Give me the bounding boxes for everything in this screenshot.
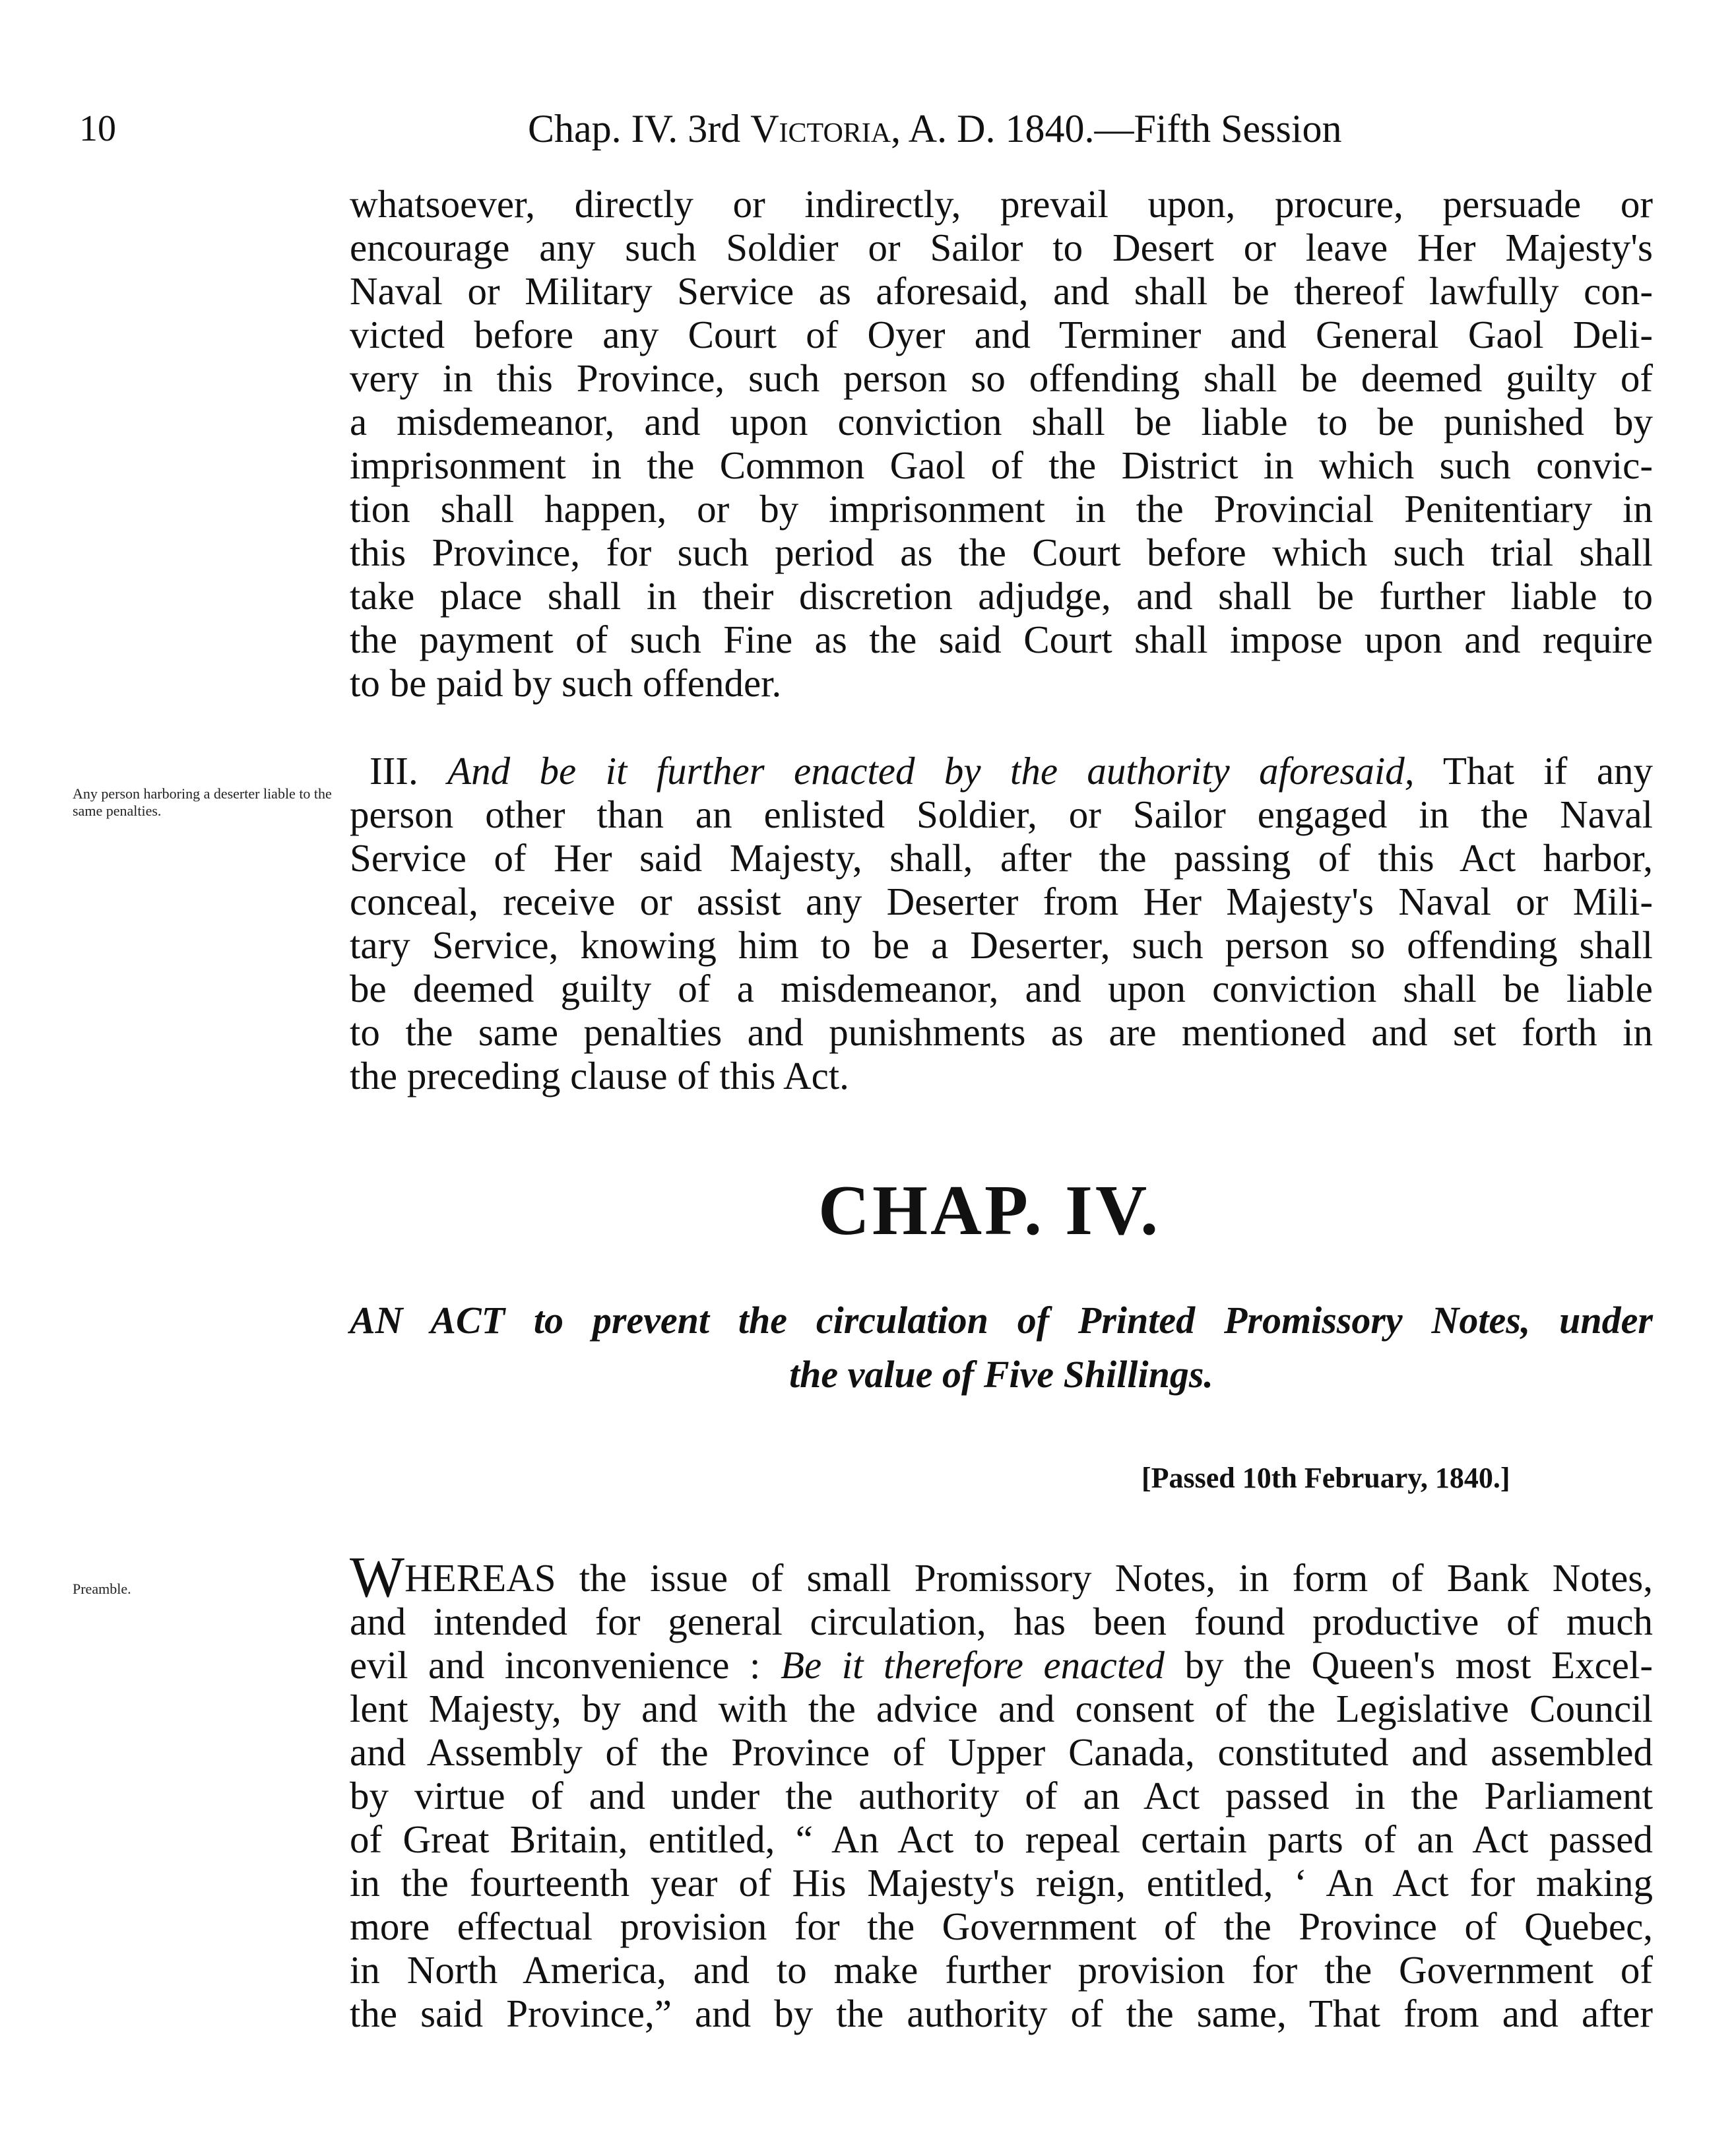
chapter-heading: CHAP. IV. [818, 1171, 1161, 1250]
act-title-line: AN ACT to prevent the circulation of Printed Promissory Notes, under [350, 1299, 1653, 1342]
text-line: the preceding clause of this Act. [350, 1054, 849, 1097]
enacting-clause: And be it further enacted by the authority aforesaid, [447, 749, 1415, 793]
text-line: in North America, and to make further provision for the Government of [350, 1948, 1653, 1992]
text-fragment: HEREAS the issue of small Promissory Notes, in form of Bank Notes, [404, 1556, 1653, 1600]
text-line: by virtue of and under the authority of an Act passed in the Parliament [350, 1774, 1653, 1817]
text-line: person other than an enlisted Soldier, or Sailor engaged in the Naval [350, 793, 1653, 836]
text-line: to be paid by such offender. [350, 661, 782, 705]
text-line: and Assembly of the Province of Upper Canada, constituted and assembled [350, 1730, 1653, 1774]
text-line: take place shall in their discretion adjudge, and shall be further liable to [350, 574, 1653, 618]
text-line: be deemed guilty of a misdemeanor, and upon conviction shall be liable [350, 967, 1653, 1010]
margin-note-preamble: Preamble. [73, 1581, 131, 1597]
preamble [350, 1546, 1653, 2035]
text-line: this Province, for such period as the Court before which such trial shall [350, 531, 1653, 574]
text-line: and intended for general circulation, has been found productive of much [350, 1600, 1653, 1643]
text-line: to the same penalties and punishments as are mentioned and set forth in [350, 1010, 1653, 1054]
text-line: imprisonment in the Common Gaol of the District in which such convic- [350, 443, 1653, 487]
text-line: the said Province,” and by the authority of the same, That from and after [350, 1992, 1653, 2035]
text-line: the payment of such Fine as the said Court shall impose upon and require [350, 618, 1653, 661]
page-number: 10 [79, 108, 116, 149]
section-iii-first-line [350, 749, 1653, 793]
text-fragment: evil and inconvenience : [350, 1643, 781, 1687]
enacting-clause: Be it therefore enacted [780, 1643, 1165, 1687]
preamble-first-line [350, 1546, 1653, 1610]
preamble-third-line [350, 1643, 1653, 1687]
text-line: whatsoever, directly or indirectly, prevail upon, procure, persuade or [350, 182, 1653, 226]
section-iii [350, 749, 1653, 1097]
section-numeral: III. [370, 749, 418, 793]
running-head-reign: Victoria [750, 107, 891, 150]
text-line: tary Service, knowing him to be a Deserter, such person so offending shall [350, 923, 1653, 967]
text-line: encourage any such Soldier or Sailor to Desert or leave Her Majesty's [350, 226, 1653, 269]
act-title-line: the value of Five Shillings. [789, 1353, 1213, 1396]
page-header [79, 99, 1471, 158]
running-head-post: , A. D. 1840.—Fifth Session [891, 107, 1342, 150]
text-line: of Great Britain, entitled, “ An Act to repeal certain parts of an Act passed [350, 1817, 1653, 1861]
text-line: lent Majesty, by and with the advice and consent of the Legislative Council [350, 1687, 1653, 1730]
text-line: a misdemeanor, and upon conviction shall be liable to be punished by [350, 400, 1653, 443]
continued-clause [350, 182, 1653, 705]
text-line: more effectual provision for the Government of the Province of Quebec, [350, 1905, 1653, 1948]
text-line: very in this Province, such person so offending shall be deemed guilty of [350, 356, 1653, 400]
running-head [528, 99, 1342, 158]
act-title [350, 1293, 1653, 1402]
drop-cap: W [350, 1546, 405, 1610]
passed-date: [Passed 10th February, 1840.] [1141, 1462, 1510, 1494]
text-line: tion shall happen, or by imprisonment in the Provincial Penitentiary in [350, 487, 1653, 531]
text-line: in the fourteenth year of His Majesty's reign, entitled, ‘ An Act for making [350, 1861, 1653, 1905]
text-line: Naval or Military Service as aforesaid, and shall be thereof lawfully con- [350, 269, 1653, 313]
text-line: conceal, receive or assist any Deserter from Her Majesty's Naval or Mili- [350, 880, 1653, 923]
text-fragment: That if any [1442, 749, 1654, 793]
text-line: victed before any Court of Oyer and Terminer and General Gaol Deli- [350, 313, 1653, 356]
margin-note-harboring: Any person harboring a deserter liable to the same penalties. [73, 785, 332, 819]
running-head-pre: Chap. IV. 3rd [528, 107, 751, 150]
text-line: Service of Her said Majesty, shall, after the passing of this Act harbor, [350, 836, 1653, 880]
text-fragment: by the Queen's most Excel- [1164, 1643, 1653, 1687]
